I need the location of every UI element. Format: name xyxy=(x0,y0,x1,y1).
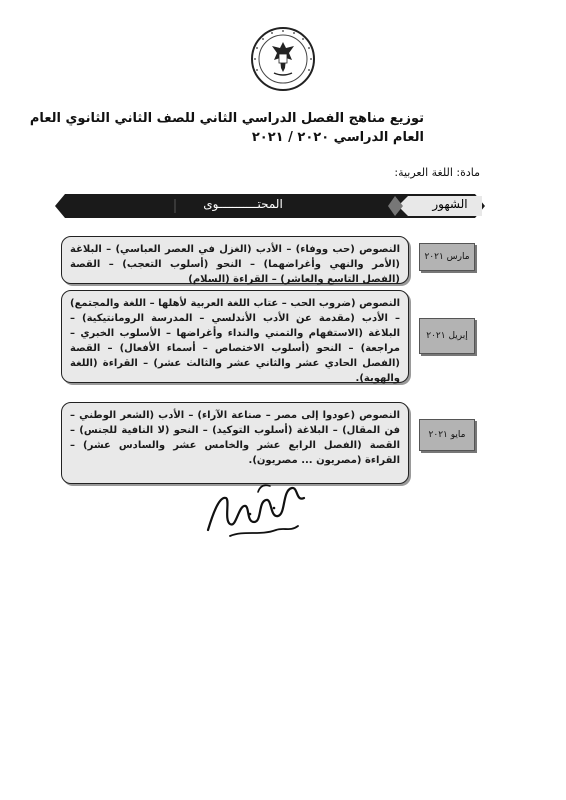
content-box-april: النصوص (ضروب الحب – عتاب اللغة العربية لأهلها – اللغة والمجتمع) – الأدب (مقدمة عن الأدب الأندلسي – المدرسة الرومانتيكية) – البلاغة (الاستفهام والتمني والنداء وأغراضها – الأسلوب الخبري – مراجعة) – النحو (أسلوب الاختصاص – أسماء الأفعال) – القصة (الفصل الحادي عشر والثاني عشر والثالث عشر) – القراءة (اللغة والهوية). xyxy=(61,290,409,383)
content-column-header: المحتـــــــــــوى xyxy=(203,197,283,211)
handwritten-signature xyxy=(200,478,310,540)
content-box-march: النصوص (حب ووفاء) – الأدب (الغزل في العصر العباسي) – البلاغة (الأمر والنهي وأغراضهما) – النحو (أسلوب التعجب) – القصة (الفصل التاسع والعاشر) – القراءة (السلام) xyxy=(61,236,409,284)
content-box-may: النصوص (عودوا إلى مصر – صناعة الآراء) – الأدب (الشعر الوطني – فن المقال) – البلاغة (أسلوب التوكيد) – النحو (لا النافية للجنس) – القصة (الفصل الرابع عشر والخامس عشر والسادس عشر) – القراءة (مصريون ... مصريون). xyxy=(61,402,409,484)
month-tab-march: مارس ٢٠٢١ xyxy=(419,243,475,271)
academic-year: العام الدراسي ٢٠٢٠ / ٢٠٢١ xyxy=(251,130,424,145)
month-tab-april: إبريل ٢٠٢١ xyxy=(419,318,475,354)
document-title: توزيع مناهج الفصل الدراسي الثاني للصف الثاني الثانوي العام xyxy=(29,111,424,126)
months-column-header: الشهور xyxy=(432,197,468,211)
month-tab-may: مايو ٢٠٢١ xyxy=(419,419,475,451)
ministry-seal-icon xyxy=(250,26,316,92)
subject-label: مادة: اللغة العربية: xyxy=(394,166,480,179)
